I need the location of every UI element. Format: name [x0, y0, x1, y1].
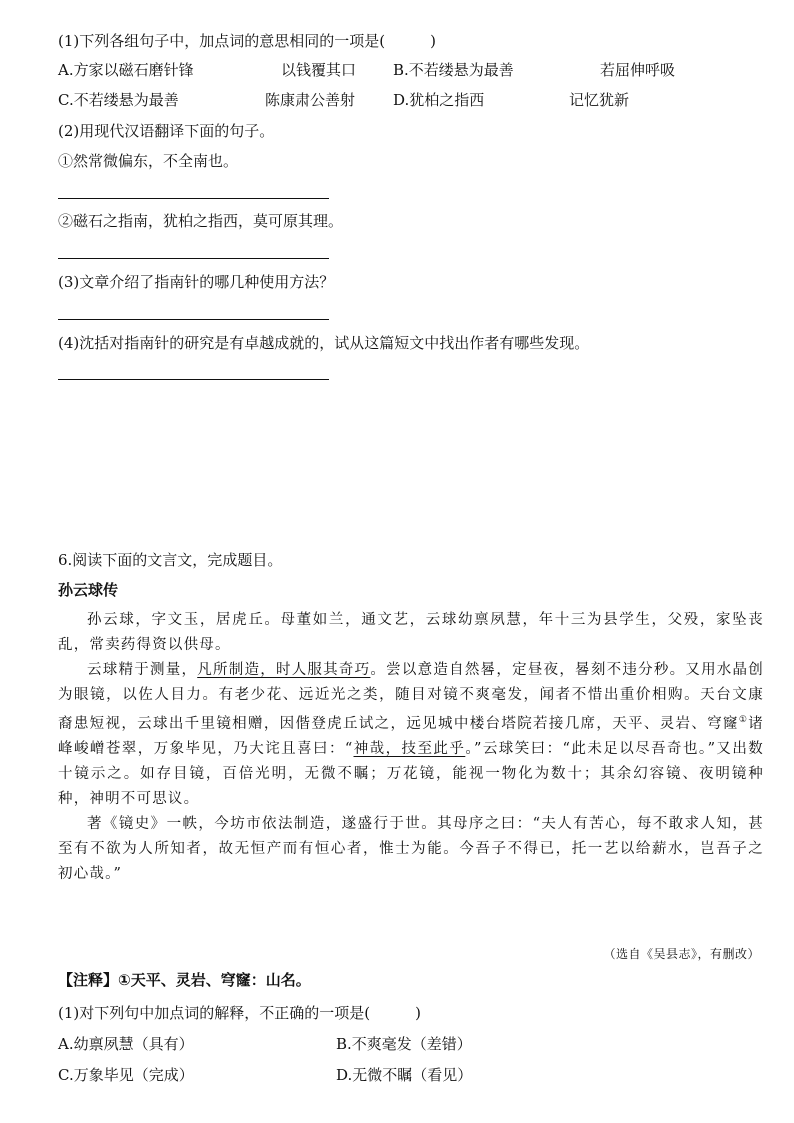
- p2-text-b: 。尝以意造自然晷，定昼夜，晷刻不违分秒。又用水晶创为眼镜，以佐人目力。有老少花、远近光之类，随目对镜不爽毫发，闻者不惜出重价相购。天台文康裔患短视，云球出千里镜相赠，因偕登虎丘试之，远见城中楼台塔院若接几席，天平、灵岩、穹窿: [58, 662, 764, 732]
- q5-sub2-sentence2: ②磁石之指南，犹柏之指西，莫可原其理。: [58, 212, 344, 230]
- annotation-text: ①天平、灵岩、穹窿：山名。: [118, 971, 311, 989]
- q5-options-row-1: [58, 60, 748, 80]
- p2-text-a: 云球精于测量，: [87, 662, 198, 678]
- q5-sub4-prompt: (4)沈括对指南针的研究是有卓越成就的，试从这篇短文中找出作者有哪些发现。: [58, 334, 590, 352]
- classical-passage: [58, 608, 764, 887]
- passage-source: （选自《吴县志》，有删改）: [603, 947, 760, 961]
- q5-sub3-prompt: (3)文章介绍了指南针的哪几种使用方法？: [58, 273, 335, 291]
- q6-option-d: D.无微不瞩（看见）: [336, 1066, 473, 1084]
- q6-options-row-1: [58, 1034, 748, 1054]
- q5-option-a-sentence1: A.方家以磁石磨针锋: [58, 61, 194, 79]
- annotation: [58, 970, 311, 990]
- annotation-label: 【注释】: [58, 971, 119, 989]
- q6-option-a: A.幼禀夙慧（具有）: [58, 1035, 194, 1053]
- passage-title: 孙云球传: [58, 581, 119, 599]
- q5-option-d-sentence1: D.犹柏之指西: [393, 91, 485, 109]
- q6-heading: 6.阅读下面的文言文，完成题目。: [58, 551, 283, 569]
- passage-paragraph-2: [58, 658, 764, 812]
- q5-sub1-prompt: (1)下列各组句子中，加点词的意思相同的一项是( ): [58, 32, 436, 50]
- q6-options-row-2: [58, 1065, 748, 1085]
- answer-blank-line[interactable]: [58, 198, 329, 199]
- p2-text-d: 。”云球笑曰：“此未足以尽吾奇也。”又出数十镜示之。如存目镜，百倍光明，无微不瞩；万花镜，能视一物化为数十；其余幻容镜、夜明镜种种，神明不可思议。: [58, 740, 765, 807]
- q5-option-a-sentence2: 以钱覆其口: [281, 61, 357, 79]
- answer-blank-line[interactable]: [58, 379, 329, 380]
- q5-sub2-prompt: (2)用现代汉语翻译下面的句子。: [58, 122, 275, 140]
- answer-blank-line[interactable]: [58, 319, 329, 320]
- q6-option-b: B.不爽毫发（差错）: [336, 1035, 472, 1053]
- q5-option-c-sentence1: C.不若缕悬为最善: [58, 91, 179, 109]
- q6-sub1-prompt: (1)对下列句中加点词的解释，不正确的一项是( ): [58, 1004, 421, 1022]
- footnote-marker: ①: [738, 715, 749, 725]
- q5-option-b-sentence1: B.不若缕悬为最善: [393, 61, 514, 79]
- q5-option-d-sentence2: 记忆犹新: [569, 91, 630, 109]
- answer-blank-line[interactable]: [58, 258, 329, 259]
- q6-option-c: C.万象毕见（完成）: [58, 1066, 194, 1084]
- q5-options-row-2: [58, 90, 748, 110]
- q5-sub2-sentence1: ①然常微偏东，不全南也。: [58, 152, 239, 170]
- passage-paragraph-1: 孙云球，字文玉，居虎丘。母董如兰，通文艺，云球幼禀夙慧，年十三为县学生，父殁，家坠丧乱，常卖药得资以供母。: [58, 612, 764, 653]
- p2-text-c: 诸峰峻嶒苍翠，万象毕见，乃大诧且喜曰：“: [58, 715, 764, 757]
- underlined-sentence-2: 神哉，技至此乎: [353, 740, 466, 757]
- q5-option-c-sentence2: 陈康肃公善射: [265, 91, 356, 109]
- passage-paragraph-3: 著《镜史》一帙，今坊市依法制造，遂盛行于世。其母序之曰：“夫人有苦心，每不敢求人知，甚至有不欲为人所知者，故无恒产而有恒心者，惟士为能。今吾子不得已，托一艺以给薪水，岂吾子之初心哉。”: [58, 815, 764, 882]
- underlined-sentence-1: 凡所制造，时人服其奇巧: [197, 662, 371, 678]
- q5-option-b-sentence2: 若屈伸呼吸: [600, 61, 676, 79]
